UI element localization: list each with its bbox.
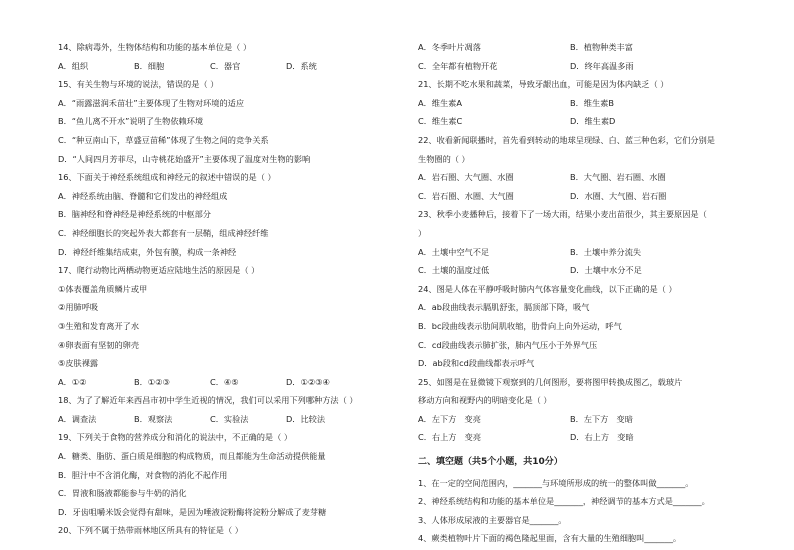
answer-option: D．土壤中水分不足 bbox=[570, 265, 642, 276]
answer-option: D．①②③④ bbox=[286, 376, 330, 387]
answer-option: B．植物种类丰富 bbox=[570, 42, 633, 52]
answer-option: D．右上方 变暗 bbox=[570, 432, 634, 443]
question-line: B．bc段曲线表示肋间肌收缩，肋骨向上向外运动，呼气 bbox=[418, 320, 622, 331]
options-row bbox=[58, 373, 398, 392]
answer-option: B．左下方 变暗 bbox=[570, 413, 633, 424]
question-line: 19、下列关于食物的营养成分和消化的说法中，不正确的是（ ） bbox=[58, 432, 293, 443]
answer-option: A．调查法 bbox=[58, 413, 97, 424]
options-row bbox=[58, 410, 398, 429]
options-row bbox=[418, 94, 758, 113]
answer-option: C．维生素C bbox=[418, 116, 463, 127]
question-line: 15、有关生物与环境的说法，错误的是（ ） bbox=[58, 79, 219, 90]
question-line: C．cd段曲线表示肺扩张，肺内气压小于外界气压 bbox=[418, 339, 598, 350]
question-line: B．脑神经和脊神经是神经系统的中枢部分 bbox=[58, 209, 211, 220]
answer-option: A．组织 bbox=[58, 60, 89, 71]
question-line: D．“人间四月芳菲尽，山寺桃花始盛开”主要体现了温度对生物的影响 bbox=[58, 153, 311, 164]
question-line: A．神经系统由脑、脊髓和它们发出的神经组成 bbox=[58, 190, 228, 201]
answer-option: D．维生素D bbox=[570, 116, 616, 127]
question-line: 1、在一定的空间范围内，_______与环境所形成的统一的整体叫做_______。 bbox=[418, 477, 694, 488]
question-line: A．糖类、脂肪、蛋白质是细胞的构成物质，而且都能为生命活动提供能量 bbox=[58, 451, 326, 462]
answer-option: C．右上方 变亮 bbox=[418, 432, 482, 443]
options-row bbox=[58, 57, 398, 76]
question-line: C．神经细胞长的突起外表大都套有一层鞘，组成神经纤维 bbox=[58, 227, 269, 238]
question-line: 18、为了了解近年来西昌市初中学生近视的情况，我们可以采用下列哪种方法（ ） bbox=[58, 395, 358, 406]
answer-option: C．实验法 bbox=[210, 413, 249, 424]
answer-option: C．全年都有植物开花 bbox=[418, 60, 498, 71]
options-row bbox=[418, 187, 758, 206]
question-line: 24、图是人体在平静呼吸时肺内气体容量变化曲线，以下正确的是（ ） bbox=[418, 283, 677, 294]
question-line: A．ab段曲线表示膈肌舒张，膈顶部下降，吸气 bbox=[418, 302, 590, 313]
answer-option: B．维生素B bbox=[570, 97, 614, 108]
question-line: ②用肺呼吸 bbox=[58, 302, 99, 313]
question-line: 14、除病毒外，生物体结构和功能的基本单位是（ ） bbox=[58, 42, 252, 52]
question-line: D．神经纤维集结成束，外包有膜，构成一条神经 bbox=[58, 246, 237, 257]
question-line: B．“鱼儿离不开水”说明了生物依赖环境 bbox=[58, 116, 204, 127]
question-line: 16、下面关于神经系统组成和神经元的叙述中错误的是（ ） bbox=[58, 172, 276, 183]
section-heading: 二、填空题（共5个小题，共10分） bbox=[418, 457, 563, 468]
question-line: 23、秋季小麦播种后，接着下了一场大雨，结果小麦出苗很少，其主要原因是（ bbox=[418, 209, 707, 220]
options-row bbox=[418, 38, 758, 57]
question-line: ③生殖和发育离开了水 bbox=[58, 320, 140, 331]
question-line: 17、爬行动物比两栖动物更适应陆地生活的原因是（ ） bbox=[58, 265, 260, 276]
answer-option: C．土壤的温度过低 bbox=[418, 265, 490, 276]
answer-option: C．岩石圈、水圈、大气圈 bbox=[418, 190, 514, 201]
answer-option: D．终年高温多雨 bbox=[570, 60, 634, 71]
question-line: ①体表覆盖角质鳞片或甲 bbox=[58, 283, 148, 294]
options-row bbox=[418, 243, 758, 262]
options-row bbox=[418, 428, 758, 447]
answer-option: A．维生素A bbox=[418, 97, 462, 108]
question-line: 移动方向和视野内的明暗变化是（ ） bbox=[418, 395, 552, 406]
question-line: ⑤皮肤裸露 bbox=[58, 358, 99, 369]
answer-option: B．①②③ bbox=[134, 376, 170, 387]
answer-option: B．大气圈、岩石圈、水圈 bbox=[570, 172, 666, 183]
question-line: 3、人体形成尿液的主要器官是_______。 bbox=[418, 514, 567, 525]
right-column bbox=[418, 38, 758, 548]
question-line: C．胃液和肠液都能参与牛奶的消化 bbox=[58, 488, 187, 499]
answer-option: C．器官 bbox=[210, 60, 241, 71]
question-line: D．牙齿咀嚼米饭会觉得有甜味，是因为唾液淀粉酶将淀粉分解成了麦芽糖 bbox=[58, 506, 327, 517]
options-row bbox=[418, 112, 758, 131]
question-line: A．“雨露滋润禾苗壮”主要体现了生物对环境的适应 bbox=[58, 97, 245, 108]
answer-option: D．水圈、大气圈、岩石圈 bbox=[570, 190, 667, 201]
answer-option: A．左下方 变亮 bbox=[418, 413, 481, 424]
question-line: ） bbox=[418, 227, 427, 238]
question-line: 20、下列不属于热带雨林地区所具有的特征是（ ） bbox=[58, 525, 243, 536]
answer-option: A．岩石圈、大气圈、水圈 bbox=[418, 172, 514, 183]
left-column bbox=[58, 38, 398, 540]
question-line: ④卵表面有坚韧的卵壳 bbox=[58, 339, 140, 350]
answer-option: D．比较法 bbox=[286, 413, 326, 424]
question-line: B．胆汁中不含消化酶，对食物的消化不起作用 bbox=[58, 469, 228, 480]
options-row bbox=[418, 261, 758, 280]
options-row bbox=[418, 168, 758, 187]
answer-option: B．细胞 bbox=[134, 60, 165, 71]
question-line: 25、如图是在显微镜下观察到的几何图形，要将图甲转换成图乙，载玻片 bbox=[418, 376, 683, 387]
answer-option: D．系统 bbox=[286, 60, 317, 71]
question-line: 生物圈的（ ） bbox=[418, 153, 470, 164]
question-line: 22、收看新闻联播时，首先看到转动的地球呈现绿、白、蓝三种色彩，它们分别是 bbox=[418, 134, 715, 145]
question-line: 2、神经系统结构和功能的基本单位是_______，神经调节的基本方式是_______。 bbox=[418, 496, 710, 507]
answer-option: A．土壤中空气不足 bbox=[418, 246, 490, 257]
answer-option: C．④⑤ bbox=[210, 376, 239, 387]
options-row bbox=[418, 57, 758, 76]
answer-option: A．①② bbox=[58, 376, 87, 387]
question-line: 21、长期不吃水果和蔬菜，导致牙龈出血，可能是因为体内缺乏（ ） bbox=[418, 79, 669, 90]
question-line: C．“种豆南山下，草盛豆苗稀”体现了生物之间的竞争关系 bbox=[58, 134, 269, 145]
answer-option: B．土壤中养分流失 bbox=[570, 246, 642, 257]
question-line: 4、蕨类植物叶片下面的褐色隆起里面，含有大量的生殖细胞叫_______。 bbox=[418, 533, 682, 544]
question-line: D．ab段和cd段曲线都表示呼气 bbox=[418, 358, 535, 369]
options-row bbox=[418, 410, 758, 429]
answer-option: A．冬季叶片凋落 bbox=[418, 42, 481, 52]
answer-option: B．观察法 bbox=[134, 413, 173, 424]
